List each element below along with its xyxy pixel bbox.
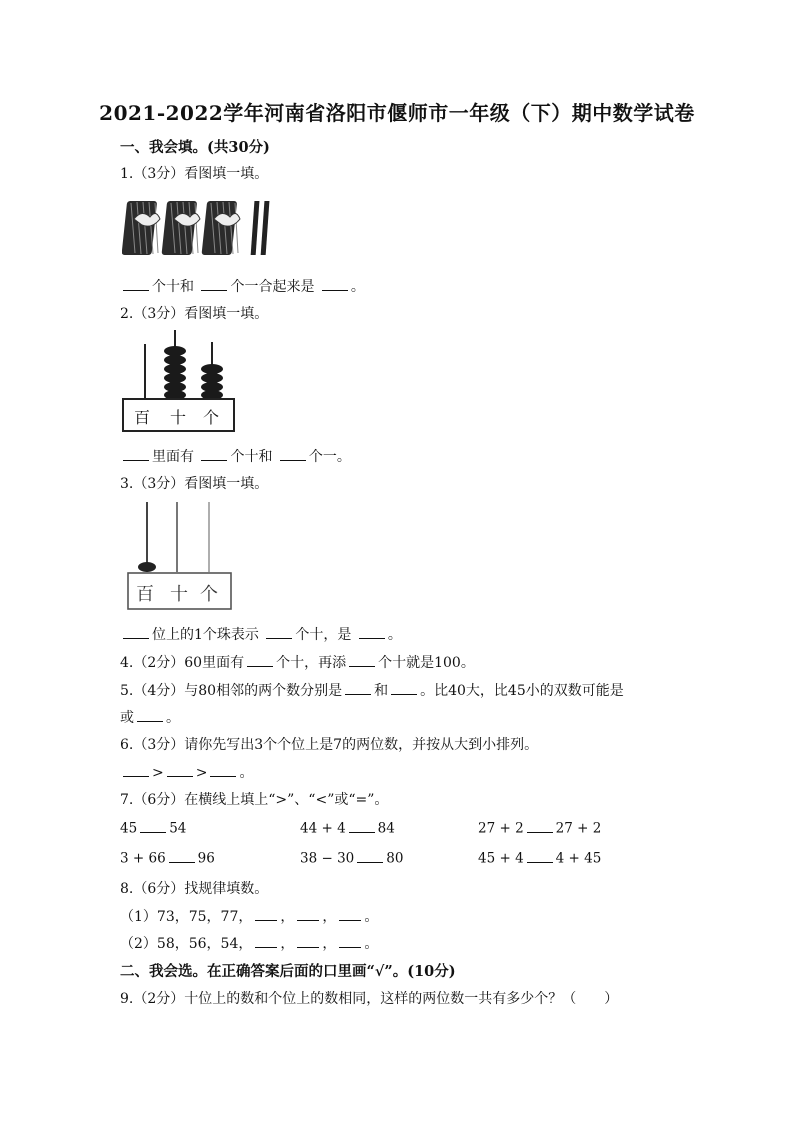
answer-blank[interactable] [349,652,375,667]
answer-blank[interactable] [345,680,371,695]
single-stick-icon [261,201,270,255]
answer-blank[interactable] [167,762,193,777]
q3-heading: 3.（3分）看图填一填。 [120,476,269,492]
bundle-of-ten-icon [122,201,160,255]
answer-blank[interactable] [123,446,149,461]
tens-beads [164,346,186,400]
q8-sequence-2: （2）58，56，54， ， ， 。 [120,933,378,953]
answer-blank[interactable] [255,933,277,948]
answer-blank[interactable] [123,624,149,639]
answer-blank[interactable] [201,276,227,291]
answer-blank[interactable] [169,848,195,863]
answer-blank[interactable] [357,848,383,863]
q6-heading: 6.（3分）请你先写出3个个位上是7的两位数，并按从大到小排列。 [120,737,539,753]
answer-blank[interactable] [123,276,149,291]
page-title: 2021-2022学年河南省洛阳市偃师市一年级（下）期中数学试卷 [99,101,695,125]
q8-heading: 8.（6分）找规律填数。 [120,881,269,897]
abacus-label-hundreds: 百 [134,408,151,427]
q8-sequence-1: （1）73，75，77， ， ， 。 [120,906,378,926]
q5-text-line2: 或 。 [120,707,180,727]
comparison-item: 45 + 4 4 + 45 [478,848,601,867]
answer-blank[interactable] [137,707,163,722]
answer-blank[interactable] [201,446,227,461]
q2-text: 里面有 个十和 个一。 [120,446,351,466]
section-1-heading: 一、我会填。(共30分) [120,139,270,156]
answer-blank[interactable] [339,933,361,948]
answer-blank[interactable] [527,848,553,863]
abacus-label-tens: 十 [170,408,187,427]
q1-heading: 1.（3分）看图填一填。 [120,166,269,182]
q1-text: 个十和 个一合起来是 。 [120,276,365,296]
q5-text-line1: 5.（4分）与80相邻的两个数分别是 和 。比40大，比45小的双数可能是 [120,680,624,700]
answer-blank[interactable] [359,624,385,639]
bead [138,562,156,572]
answer-blank[interactable] [322,276,348,291]
abacus-label-tens: 十 [170,584,188,605]
comparison-item: 45 54 [120,818,186,837]
section-2-heading: 二、我会选。在正确答案后面的口里画“√”。(10分) [120,963,456,980]
ones-beads [201,364,223,400]
comparison-item: 27 + 2 27 + 2 [478,818,601,837]
answer-blank[interactable] [266,624,292,639]
q9-text: 9.（2分）十位上的数和个位上的数相同，这样的两位数一共有多少个？（ ） [120,991,619,1007]
q2-heading: 2.（3分）看图填一填。 [120,306,269,322]
bundle-of-ten-icon [201,201,240,255]
answer-blank[interactable] [339,906,361,921]
bundles-of-sticks-image [122,193,282,259]
abacus-label-hundreds: 百 [136,584,154,605]
answer-blank[interactable] [255,906,277,921]
abacus-label-ones: 个 [203,408,220,427]
answer-blank[interactable] [123,762,149,777]
comparison-item: 3 + 66 96 [120,848,215,867]
q4-text: 4.（2分）60里面有 个十，再添 个十就是100。 [120,652,475,672]
answer-blank[interactable] [247,652,273,667]
bundle-of-ten-icon [161,201,200,255]
answer-blank[interactable] [349,818,375,833]
answer-blank[interactable] [297,906,319,921]
answer-blank[interactable] [140,818,166,833]
answer-blank[interactable] [210,762,236,777]
answer-blank[interactable] [280,446,306,461]
abacus-label-ones: 个 [200,584,218,605]
single-stick-icon [251,201,260,255]
comparison-item: 44 + 4 84 [300,818,395,837]
answer-blank[interactable] [391,680,417,695]
answer-blank[interactable] [297,933,319,948]
q7-heading: 7.（6分）在横线上填上“>”、“<”或“=”。 [120,792,389,808]
q6-answer-line: > > 。 [120,762,253,782]
q3-text: 位上的1个珠表示 个十，是 。 [120,624,402,644]
answer-blank[interactable] [527,818,553,833]
comparison-item: 38 − 30 80 [300,848,403,867]
